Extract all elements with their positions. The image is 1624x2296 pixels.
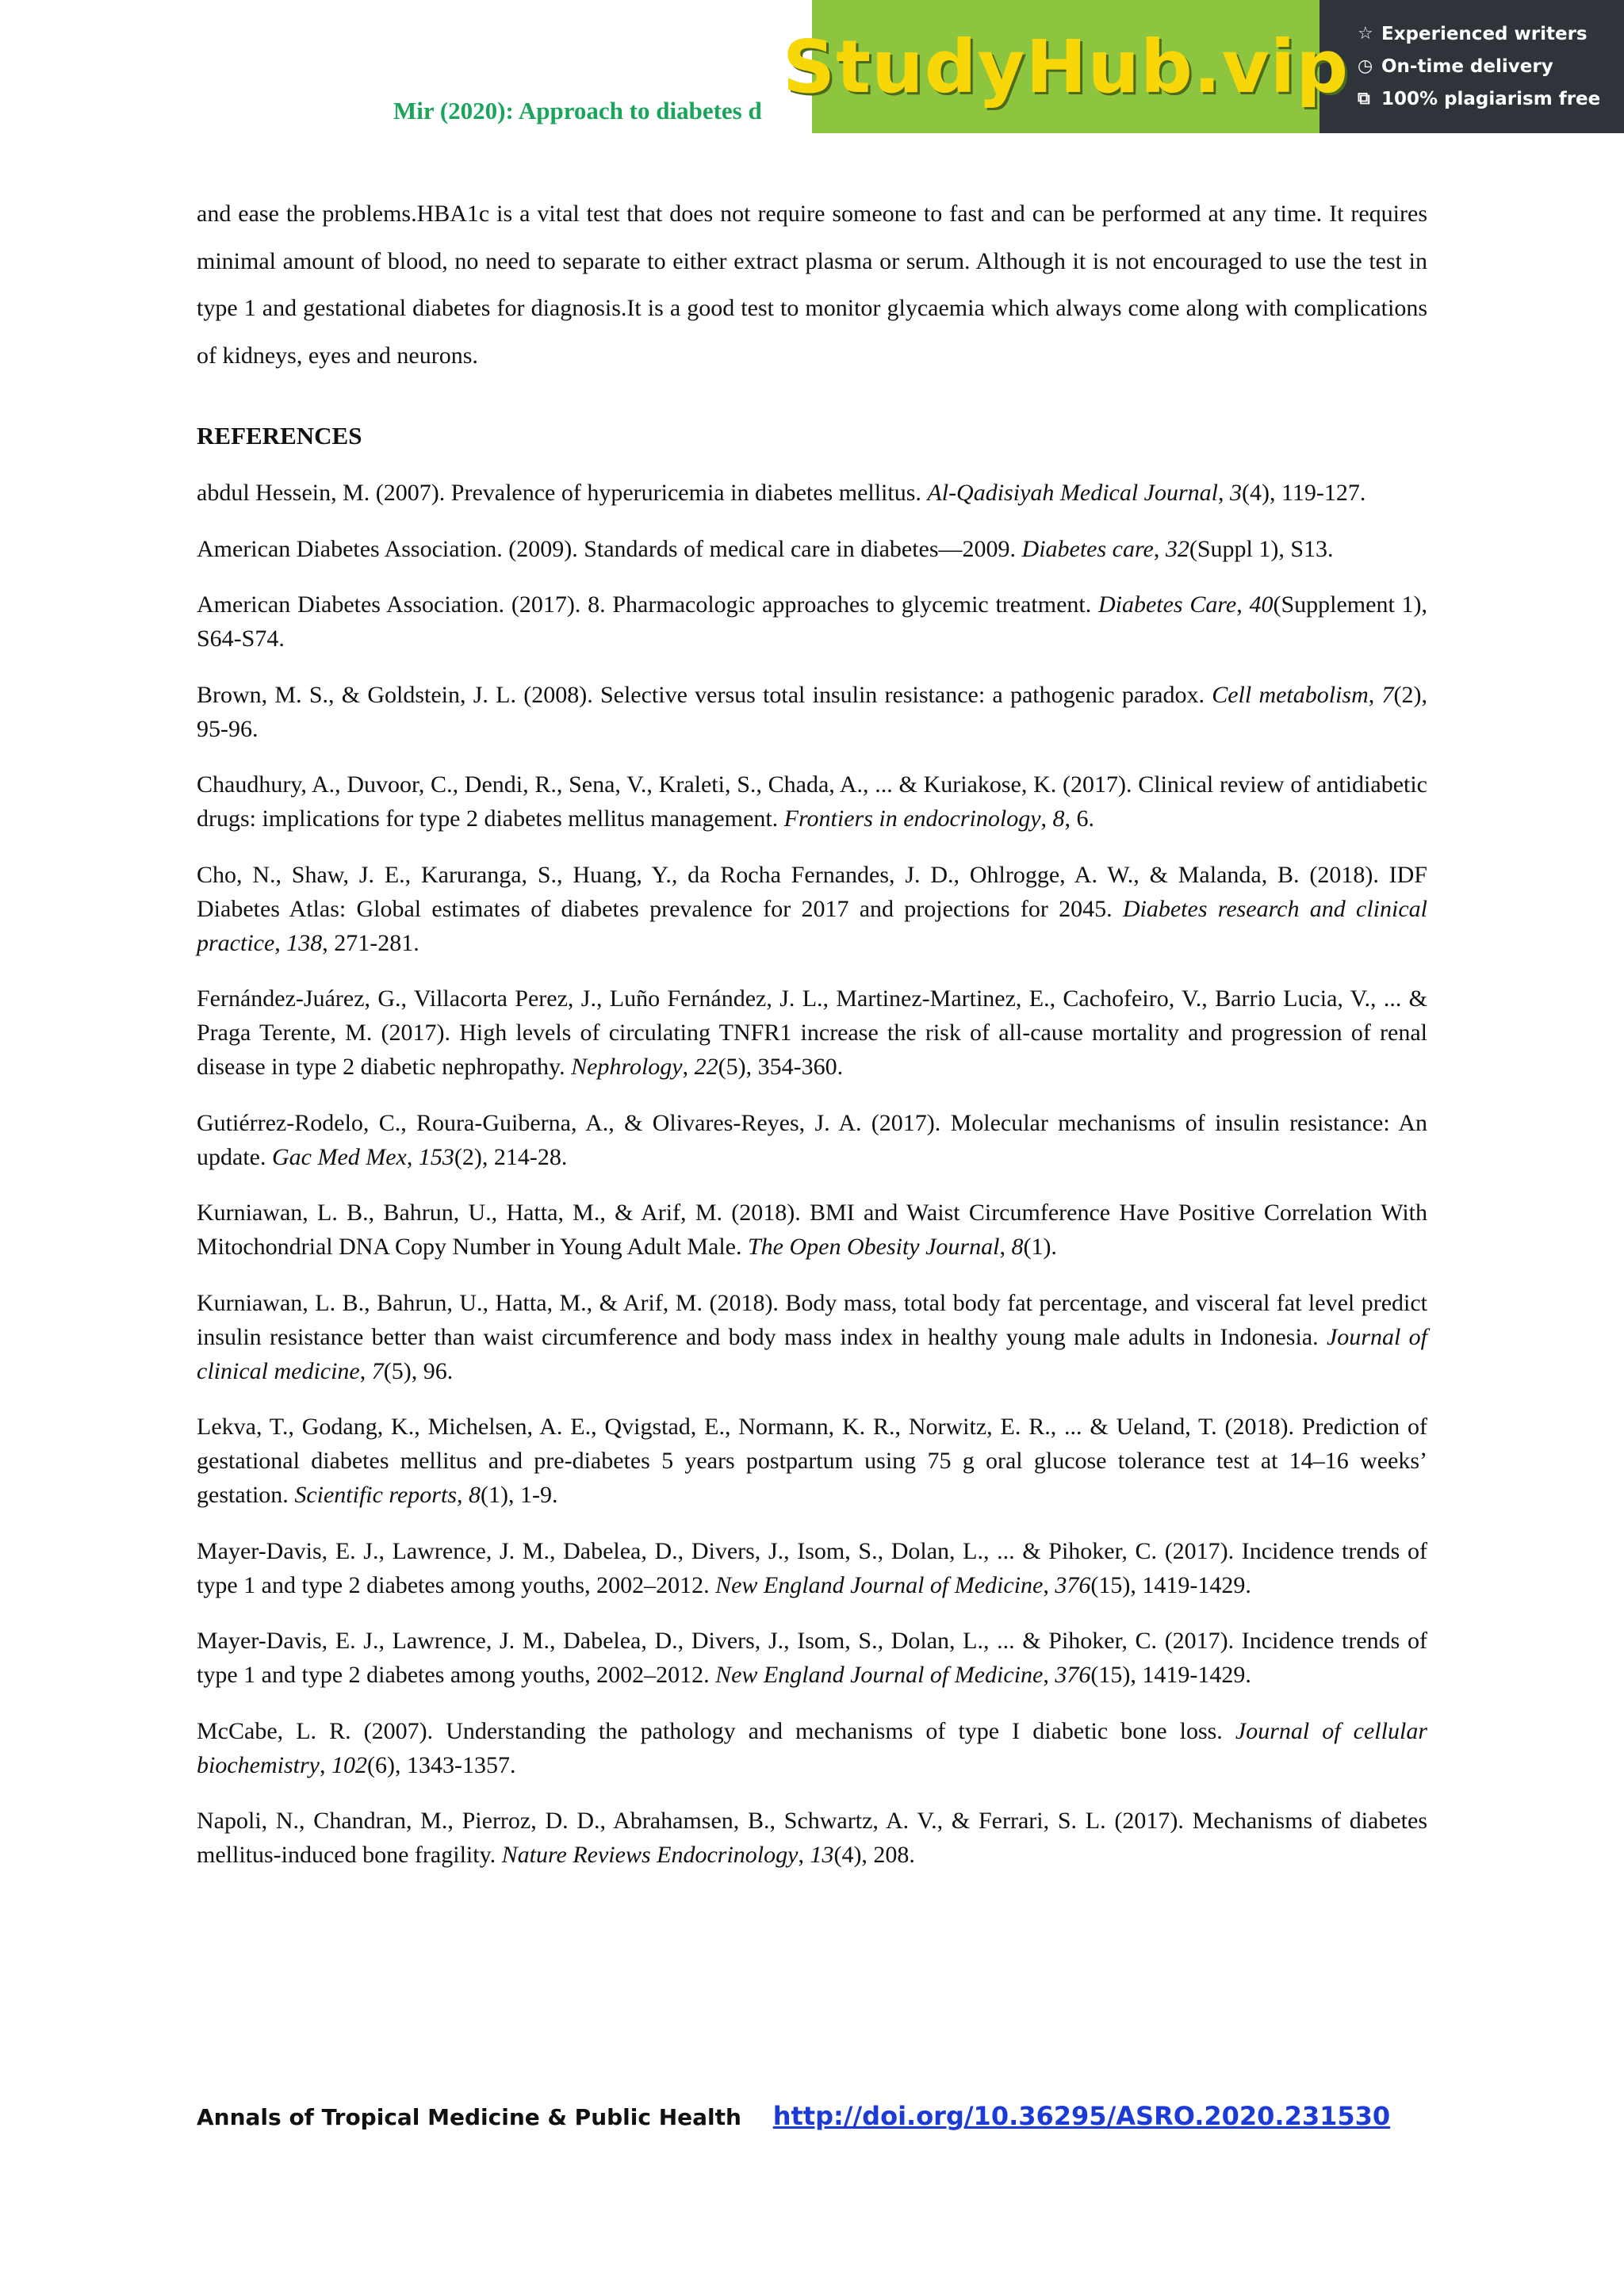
reference-entry <box>197 1624 1427 1692</box>
reference-text: McCabe, L. R. (2007). Understanding the pathology and mechanisms of type I diabetic bone loss. <box>197 1717 1235 1744</box>
reference-journal: Diabetes Care <box>1097 591 1237 618</box>
doi-link[interactable]: http://doi.org/10.36295/ASRO.2020.231530 <box>772 2101 1391 2131</box>
reference-journal: Journal of cellular biochemistry <box>197 1717 1427 1778</box>
reference-text: Kurniawan, L. B., Bahrun, U., Hatta, M., & Arif, M. (2018). Body mass, total body fat percentage, and visceral fat level predict insulin resistance better than waist circumference and body mass index in healthy young male adults in Indonesia. <box>197 1289 1427 1350</box>
feature-label: Experienced writers <box>1381 23 1588 44</box>
reference-journal: Nephrology <box>571 1054 683 1080</box>
reference-text: American Diabetes Association. (2017). 8. Pharmacologic approaches to glycemic treatment. <box>197 591 1098 618</box>
reference-text: Cho, N., Shaw, J. E., Karuranga, S., Huang, Y., da Rocha Fernandes, J. D., Ohlrogge, A. W., & Malanda, B. (2018). IDF Diabetes Atlas: Global estimates of diabetes prevalence for 2017 and projections for 2045. <box>197 861 1427 922</box>
reference-pages: (15), 1419-1429. <box>1090 1662 1251 1688</box>
reference-entry <box>197 767 1427 836</box>
feature-label: On-time delivery <box>1381 55 1553 77</box>
reference-volume: 13 <box>810 1842 834 1868</box>
reference-volume: 376 <box>1055 1571 1091 1598</box>
reference-journal: Al-Qadisiyah Medical Journal <box>927 480 1218 506</box>
studyhub-logo[interactable] <box>782 0 1350 133</box>
clock-icon: ◷ <box>1358 56 1373 76</box>
reference-pages: (Suppl 1), S13. <box>1189 535 1334 562</box>
reference-separator: , <box>319 1751 331 1778</box>
reference-entry <box>197 476 1427 510</box>
reference-entry <box>197 1534 1427 1602</box>
body-paragraph: and ease the problems.HBA1c is a vital test that does not require someone to fast and can be performed at any time. It requires minimal amount of blood, no need to separate to either extract plasma or serum. Although it is not encouraged to use the test in type 1 and gestational diabetes for diagnosis.It is a good test to monitor glycaemia which always come along with complications of kidneys, eyes and neurons. <box>197 201 1427 369</box>
reference-entry <box>197 1106 1427 1174</box>
page-footer <box>197 2101 1390 2131</box>
reference-separator: , <box>274 929 287 956</box>
reference-volume: 32 <box>1165 535 1189 562</box>
reference-text: Brown, M. S., & Goldstein, J. L. (2008). Selective versus total insulin resistance: a pathogenic paradox. <box>197 681 1212 708</box>
reference-journal: New England Journal of Medicine <box>715 1662 1044 1688</box>
reference-entry <box>197 678 1427 746</box>
studyhub-ad-banner[interactable] <box>782 0 1624 133</box>
reference-entry <box>197 1804 1427 1872</box>
star-outline-icon: ☆ <box>1358 24 1373 44</box>
reference-volume: 8 <box>469 1482 481 1508</box>
reference-journal: Gac Med Mex <box>271 1143 407 1170</box>
reference-volume: 138 <box>286 929 323 956</box>
reference-separator: , <box>1236 591 1250 618</box>
reference-pages: (5), 96. <box>383 1357 454 1384</box>
reference-separator: , <box>1218 480 1230 506</box>
reference-entry <box>197 1196 1427 1264</box>
reference-separator: , <box>359 1357 372 1384</box>
reference-text: Gutiérrez-Rodelo, C., Roura-Guiberna, A., & Olivares-Reyes, J. A. (2017). Molecular mechanisms of insulin resistance: An update. <box>197 1109 1427 1170</box>
brand-name: StudyHub.vip <box>782 24 1350 109</box>
reference-volume: 8 <box>1052 806 1065 832</box>
reference-volume: 8 <box>1011 1234 1024 1260</box>
reference-entry <box>197 858 1427 960</box>
reference-journal: New England Journal of Medicine <box>715 1571 1044 1598</box>
reference-text: Chaudhury, A., Duvoor, C., Dendi, R., Sena, V., Kraleti, S., Chada, A., ... & Kuriakose, K. (2017). Clinical review of antidiabetic drugs: implications for type 2 diabetes mellitus management. <box>197 771 1427 832</box>
reference-pages: , 6. <box>1064 806 1095 832</box>
reference-pages: (15), 1419-1429. <box>1090 1571 1251 1598</box>
reference-pages: (Supplement 1), S64-S74. <box>197 591 1428 652</box>
reference-text: Mayer-Davis, E. J., Lawrence, J. M., Dabelea, D., Divers, J., Isom, S., Dolan, L., ... & Pihoker, C. (2017). Incidence trends of type 1 and type 2 diabetes among youths, 2002–2012. <box>197 1537 1427 1598</box>
banner-feature-list <box>1320 0 1624 133</box>
copy-icon: ⧉ <box>1358 89 1370 109</box>
reference-volume: 3 <box>1230 480 1242 506</box>
footer-journal-name: Annals of Tropical Medicine & Public Health <box>197 2104 741 2130</box>
reference-separator: , <box>1153 535 1166 562</box>
reference-separator: , <box>999 1234 1012 1260</box>
reference-journal: Frontiers in endocrinology <box>783 806 1041 832</box>
reference-journal: Scientific reports <box>294 1482 457 1508</box>
references-heading: REFERENCES <box>197 422 362 450</box>
reference-separator: , <box>798 1842 810 1868</box>
reference-entry <box>197 1714 1427 1782</box>
reference-separator: , <box>1043 1662 1055 1688</box>
reference-pages: (1). <box>1023 1234 1057 1260</box>
reference-pages: (6), 1343-1357. <box>366 1751 516 1778</box>
reference-journal: Diabetes research and clinical practice <box>197 895 1427 956</box>
reference-text: Mayer-Davis, E. J., Lawrence, J. M., Dabelea, D., Divers, J., Isom, S., Dolan, L., ... & Pihoker, C. (2017). Incidence trends of type 1 and type 2 diabetes among youths, 2002–2012. <box>197 1628 1427 1688</box>
reference-separator: , <box>682 1054 695 1080</box>
banner-feature <box>1358 82 1624 115</box>
reference-separator: , <box>1040 806 1053 832</box>
reference-volume: 376 <box>1055 1662 1091 1688</box>
reference-volume: 22 <box>694 1054 718 1080</box>
reference-pages: , 271-281. <box>322 929 419 956</box>
reference-text: Kurniawan, L. B., Bahrun, U., Hatta, M., & Arif, M. (2018). BMI and Waist Circumference Have Positive Correlation With Mitochondrial DNA Copy Number in Young Adult Male. <box>197 1200 1427 1260</box>
reference-text: Lekva, T., Godang, K., Michelsen, A. E., Qvigstad, E., Normann, K. R., Norwitz, E. R., ... & Ueland, T. (2018). Prediction of gestational diabetes mellitus and pre-diabetes 5 years postpartum using 75 g oral glucose tolerance test at 14–16 weeks’ gestation. <box>197 1414 1427 1508</box>
reference-volume: 102 <box>331 1751 367 1778</box>
reference-volume: 153 <box>418 1143 454 1170</box>
reference-journal: Nature Reviews Endocrinology <box>501 1842 799 1868</box>
reference-separator: , <box>406 1143 419 1170</box>
reference-journal: Diabetes care <box>1021 535 1154 562</box>
reference-entry <box>197 982 1427 1084</box>
reference-separator: , <box>457 1482 469 1508</box>
reference-journal: The Open Obesity Journal <box>748 1234 1000 1260</box>
reference-text: American Diabetes Association. (2009). Standards of medical care in diabetes—2009. <box>197 535 1022 562</box>
reference-entry <box>197 532 1427 566</box>
reference-text: Fernández‐Juárez, G., Villacorta Perez, J., Luño Fernández, J. L., Martinez‐Martinez, E., Cachofeiro, V., Barrio Lucia, V., ... & Praga Terente, M. (2017). High levels of circulating TNFR1 increase the risk of all‐cause mortality and progression of renal disease in type 2 diabetic nephropathy. <box>197 985 1427 1080</box>
reference-pages: (2), 214-28. <box>454 1143 568 1170</box>
reference-list <box>197 476 1427 1894</box>
reference-separator: , <box>1368 681 1382 708</box>
reference-pages: (2), 95-96. <box>197 681 1428 742</box>
banner-feature <box>1358 17 1624 50</box>
reference-volume: 40 <box>1249 591 1274 618</box>
reference-pages: (1), 1-9. <box>481 1482 558 1508</box>
feature-label: 100% plagiarism free <box>1381 88 1601 109</box>
reference-text: Napoli, N., Chandran, M., Pierroz, D. D., Abrahamsen, B., Schwartz, A. V., & Ferrari, S. L. (2017). Mechanisms of diabetes mellitus-induced bone fragility. <box>197 1808 1427 1868</box>
reference-entry <box>197 587 1427 656</box>
reference-volume: 7 <box>371 1357 384 1384</box>
reference-entry <box>197 1286 1427 1388</box>
reference-pages: (5), 354-360. <box>718 1054 844 1080</box>
reference-entry <box>197 1410 1427 1512</box>
reference-journal: Journal of clinical medicine <box>197 1323 1427 1384</box>
reference-pages: (4), 119-127. <box>1242 480 1366 506</box>
reference-separator: , <box>1043 1571 1055 1598</box>
running-title: Mir (2020): Approach to diabetes d <box>393 97 762 124</box>
reference-volume: 7 <box>1381 681 1394 708</box>
reference-text: abdul Hessein, M. (2007). Prevalence of hyperuricemia in diabetes mellitus. <box>197 480 928 506</box>
banner-feature <box>1358 50 1624 82</box>
reference-pages: (4), 208. <box>833 1842 915 1868</box>
reference-journal: Cell metabolism <box>1212 681 1369 708</box>
